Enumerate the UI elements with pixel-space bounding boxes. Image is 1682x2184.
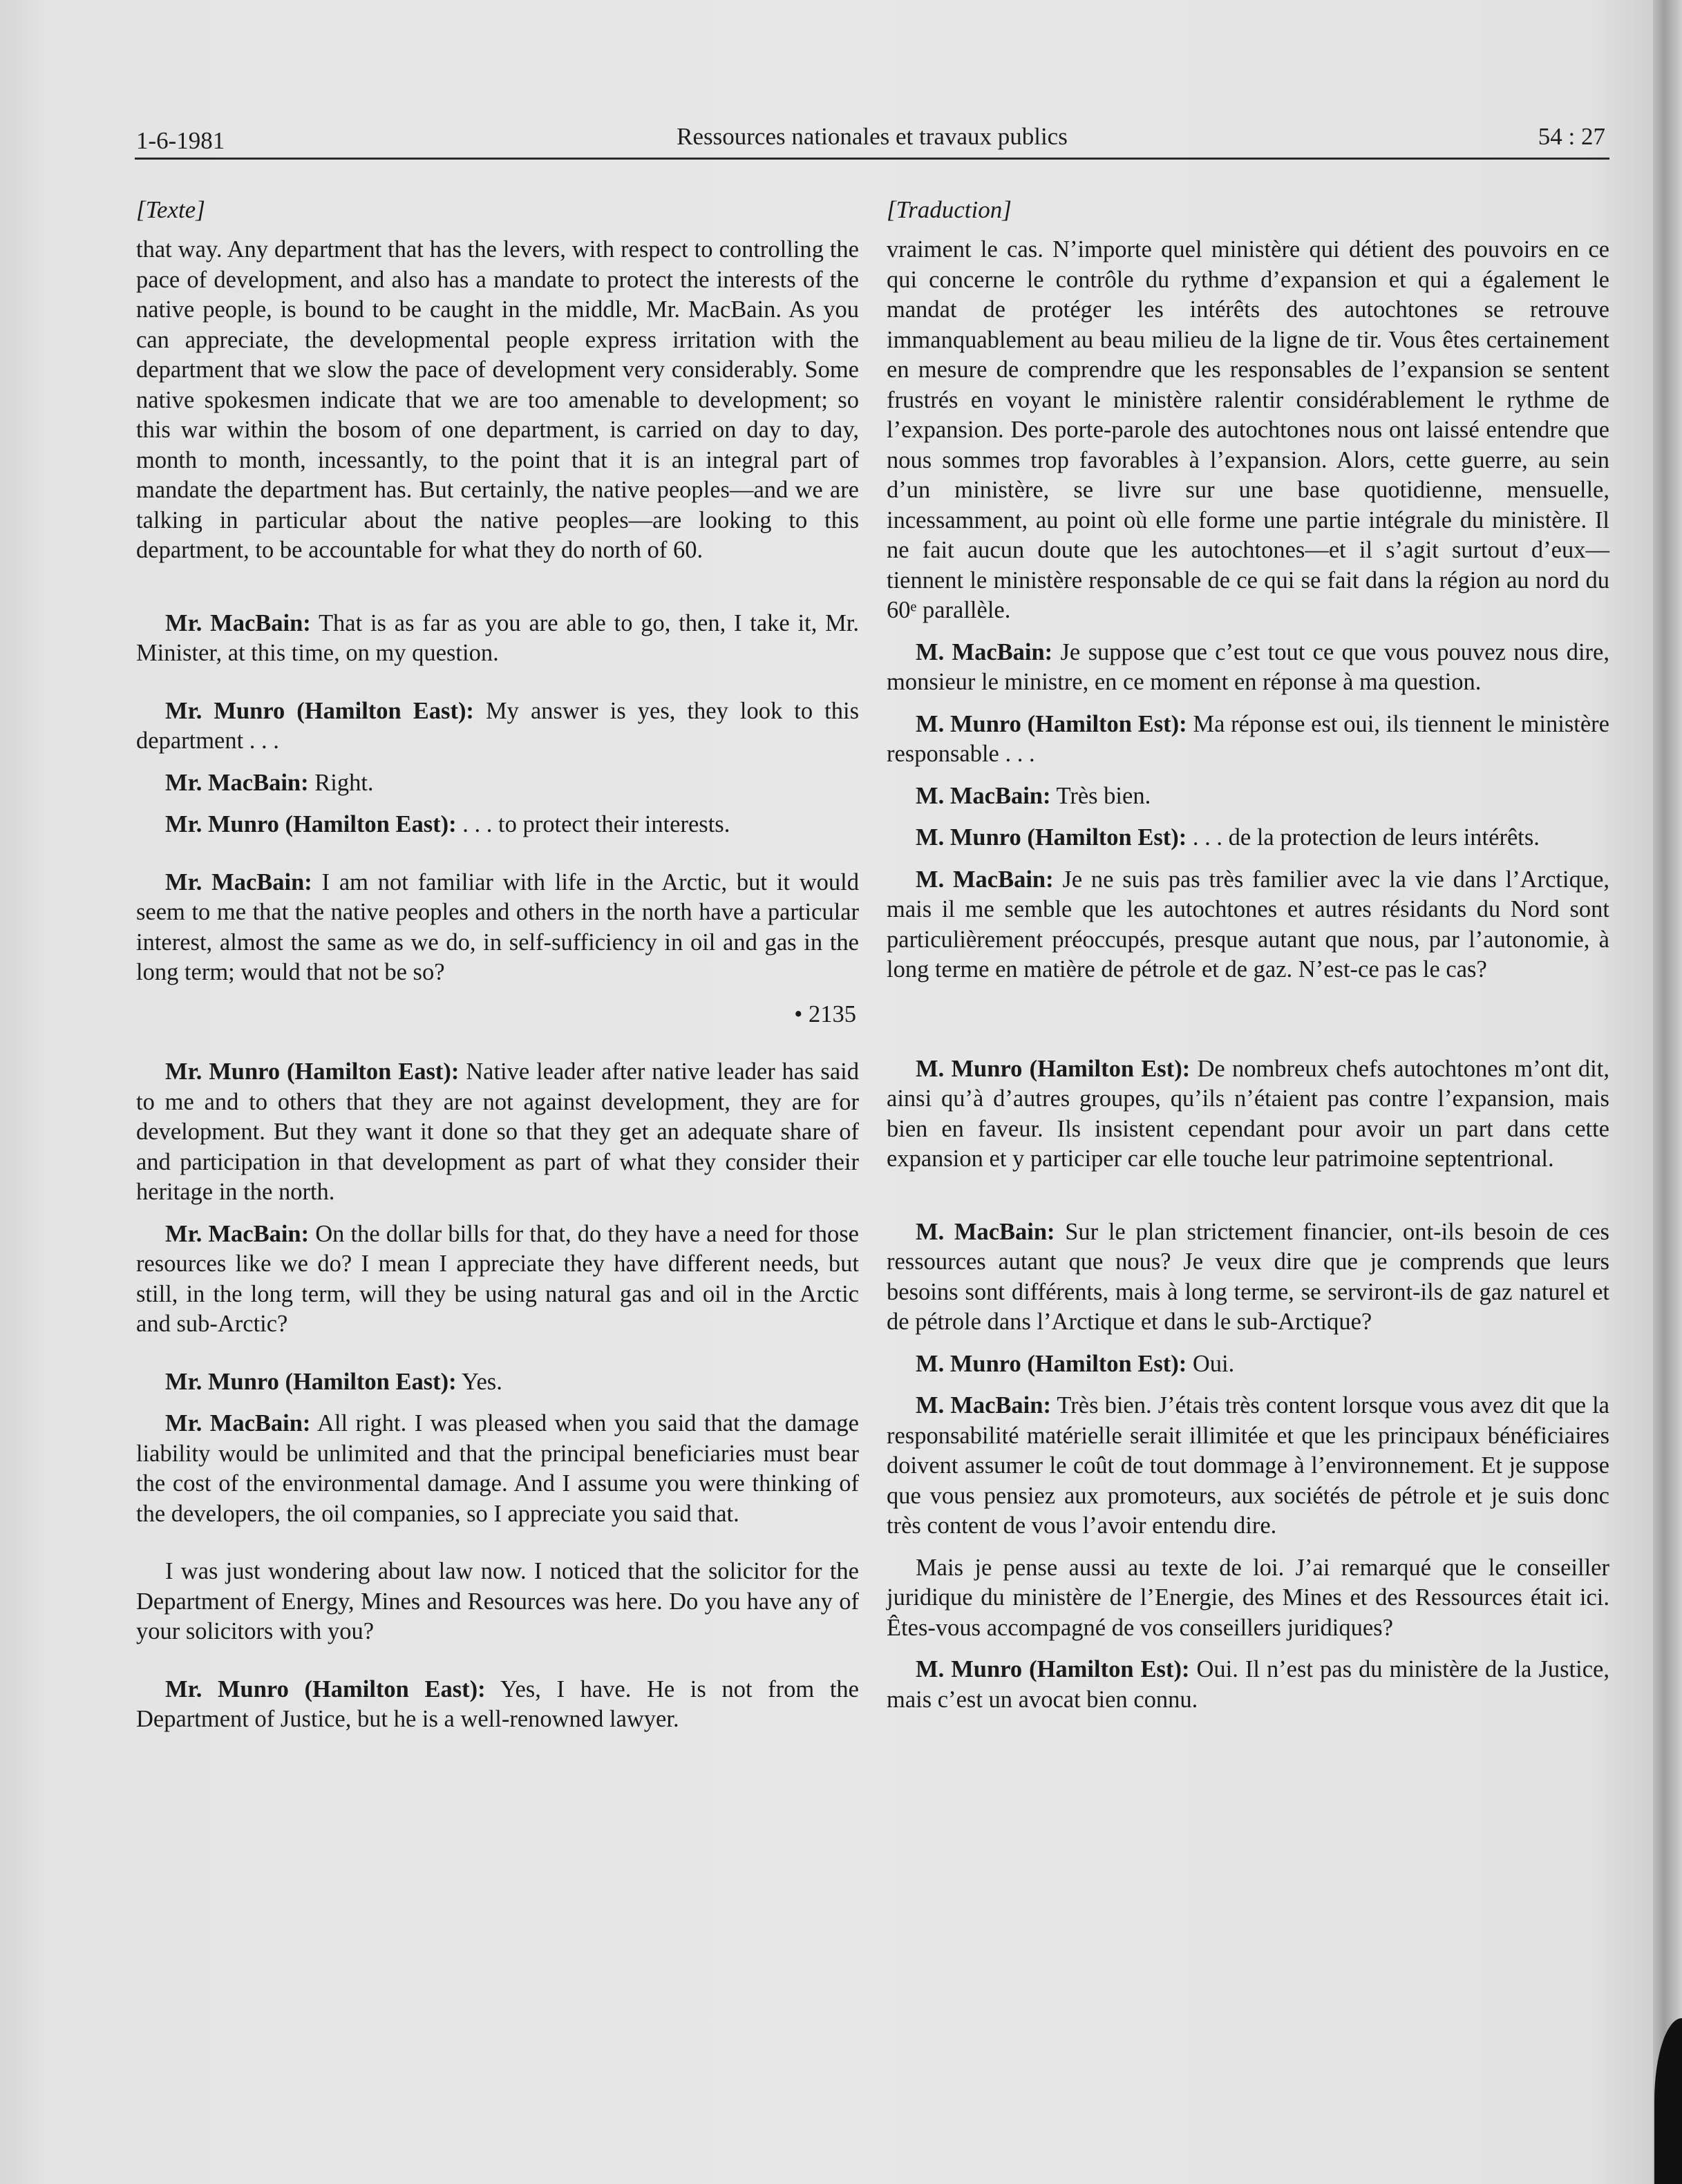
paragraph bbox=[887, 1391, 1609, 1541]
paragraph bbox=[136, 1057, 859, 1208]
speech-text: . . . to protect their interests. bbox=[456, 811, 730, 837]
speech-text: . . . de la protection de leurs intérêts. bbox=[1187, 824, 1540, 851]
page-edge bbox=[1653, 0, 1682, 2184]
paragraph: I was just wondering about law now. I noticed that the solicitor for the Department of Energy, Mines and Resources was here. Do you have any of your solicitors with you? bbox=[136, 1558, 859, 1644]
speaker-name: Mr. MacBain: bbox=[165, 1410, 311, 1436]
speaker-name: Mr. Munro (Hamilton East): bbox=[165, 1058, 460, 1085]
speech-text: Oui. bbox=[1187, 1350, 1235, 1377]
paragraph bbox=[887, 710, 1609, 770]
speech-text: Très bien. bbox=[1050, 782, 1151, 809]
paragraph bbox=[136, 1409, 859, 1529]
speaker-name: Mr. Munro (Hamilton East): bbox=[165, 697, 474, 724]
speech-text: Très bien. J’étais très content lorsque vous avez dit que la responsabilité matérielle serait illimitée et que les principaux bénéficiaires doivent assumer le coût de tout dommage à l’environnement. Et je suppose que vous pensiez aux promoteurs, aux sociétés de pétrole et je suis donc très content de vous l’avoir entendu dire. bbox=[887, 1392, 1609, 1539]
speaker-name: M. Munro (Hamilton Est): bbox=[916, 710, 1187, 737]
paragraph bbox=[136, 768, 859, 799]
header-date: 1-6-1981 bbox=[136, 127, 225, 154]
paragraph bbox=[887, 823, 1609, 853]
speech-text: Right. bbox=[308, 769, 374, 796]
speech-text: Oui. Il n’est pas du ministère de la Justice, mais c’est un avocat bien connu. bbox=[887, 1656, 1609, 1713]
speech-text: My answer is yes, they look to this department . . . bbox=[136, 697, 860, 754]
speech-text: Yes. bbox=[456, 1368, 502, 1395]
speech-text: Sur le plan strictement financier, ont-ils besoin de ces ressources autant que nous? Je veux dire que je comprends que leurs besoins sont différents, mais à long terme, se serviront-ils de gaz naturel et de pétrole dans l’Arctique et dans le sub-Arctique? bbox=[887, 1218, 1609, 1335]
speaker-name: M. Munro (Hamilton Est): bbox=[916, 1656, 1190, 1682]
paragraph bbox=[136, 868, 859, 988]
speaker-name: M. MacBain: bbox=[916, 782, 1051, 809]
paragraph bbox=[136, 1367, 859, 1398]
paragraph: vraiment le cas. N’importe quel ministère qui détient des pouvoirs en ce qui concerne le contrôle du rythme d’expansion et qui a également le mandat de protéger les intérêts des autochtones se retrouve immanquablement au beau milieu de la ligne de tir. Vous êtes certainement en mesure de comprendre que les responsables de l’expansion se sentent frustrés en voyant le ministère ralentir considérablement le rythme de l’expansion. Des porte-parole des autochtones nous ont laissé entendre que nous sommes trop favorables à l’expansion. Alors, cette guerre, au sein d’un ministère, se livre sur une base quotidienne, mensuelle, incessamment, au point où elle forme une partie intégrale du ministère. Il ne fait aucun doute que les autochtones—et il s’agit surtout d’eux—tiennent le ministère responsable de ce qui se fait dans la région au nord du 60ᵉ parallèle. bbox=[887, 236, 1609, 623]
paragraph: that way. Any department that has the levers, with respect to controlling the pace of development, and also has a mandate to protect the interests of the native people, is bound to be caught in the middle, Mr. MacBain. As you can appreciate, the developmental people express irritation with the department that we slow the pace of development very considerably. Some native spokesmen indicate that we are too amenable to development; so this war within the bosom of one department, is carried on day to day, month to month, incessantly, to the point that it is an integral part of mandate the department has. But certainly, the native peoples—and we are talking in particular about the native peoples—are looking to this department, to be accountable for what they do north of 60. bbox=[136, 236, 859, 563]
paragraph bbox=[887, 638, 1609, 698]
speaker-name: Mr. MacBain: bbox=[165, 1220, 310, 1247]
speaker-name: Mr. Munro (Hamilton East): bbox=[165, 1368, 457, 1395]
speech-text: Je suppose que c’est tout ce que vous pouvez nous dire, monsieur le ministre, en ce moment en réponse à ma question. bbox=[887, 638, 1609, 695]
paragraph bbox=[887, 781, 1609, 812]
speech-text: All right. I was pleased when you said that the damage liability would be unlimited and that the principal beneficiaries must bear the cost of the environmental damage. And I assume you were thinking of the developers, the oil companies, so I appreciate you said that. bbox=[136, 1410, 859, 1527]
paragraph: Mais je pense aussi au texte de loi. J’ai remarqué que le conseiller juridique du ministère de l’Energie, des Mines et des Ressources était ici. Êtes-vous accompagné de vos conseillers juridiques? bbox=[887, 1554, 1609, 1641]
speech-text: Yes, I have. He is not from the Department of Justice, but he is a well-renowned lawyer. bbox=[136, 1675, 859, 1732]
paragraph bbox=[887, 1217, 1609, 1338]
speaker-name: Mr. Munro (Hamilton East): bbox=[165, 1675, 486, 1702]
header-title: Ressources nationales et travaux publics bbox=[677, 123, 1068, 150]
paragraph bbox=[887, 1655, 1609, 1715]
paragraph bbox=[136, 609, 859, 669]
paragraph bbox=[887, 865, 1609, 985]
speaker-name: M. Munro (Hamilton Est): bbox=[916, 1350, 1187, 1377]
speech-text: Native leader after native leader has said to me and to others that they are not against development, they are for development. But they want it done so that they get an adequate share of and participation in that development as part of what they consider their heritage in the north. bbox=[136, 1058, 859, 1205]
speech-text: I am not familiar with life in the Arctic, but it would seem to me that the native peoples and others in the north have a particular interest, almost the same as we do, in self-sufficiency in oil and gas in the long term; would that not be so? bbox=[136, 868, 859, 985]
speech-text: Ma réponse est oui, ils tiennent le ministère responsable . . . bbox=[887, 710, 1609, 767]
speaker-name: M. Munro (Hamilton Est): bbox=[916, 824, 1187, 851]
speaker-name: Mr. Munro (Hamilton East): bbox=[165, 811, 457, 837]
paragraph bbox=[136, 696, 859, 757]
column-label: [Texte] bbox=[136, 196, 205, 223]
paragraph bbox=[887, 1349, 1609, 1380]
paragraph bbox=[887, 1054, 1609, 1175]
speech-text: That is as far as you are able to go, then, I take it, Mr. Minister, at this time, on my question. bbox=[136, 609, 859, 666]
column-label: [Traduction] bbox=[887, 196, 1012, 223]
speaker-name: M. MacBain: bbox=[916, 638, 1053, 665]
speaker-name: M. MacBain: bbox=[916, 1218, 1055, 1245]
paragraph bbox=[136, 810, 859, 840]
speech-text: Je ne suis pas très familier avec la vie dans l’Arctique, mais il me semble que les autochtones et autres résidants du Nord sont particulièrement préoccupés, presque autant que nous, par l’autonomie, à long terme en matière de pétrole et de gaz. N’est-ce pas le cas? bbox=[887, 866, 1610, 982]
speaker-name: Mr. MacBain: bbox=[165, 609, 311, 636]
english-column bbox=[136, 195, 859, 1735]
time-marker: • 2135 bbox=[794, 1000, 856, 1027]
paragraph bbox=[136, 1675, 859, 1735]
page-header bbox=[135, 122, 1609, 160]
speaker-name: M. Munro (Hamilton Est): bbox=[916, 1055, 1191, 1082]
french-column bbox=[887, 195, 1609, 1715]
speaker-name: Mr. MacBain: bbox=[165, 769, 309, 796]
speech-text: De nombreux chefs autochtones m’ont dit, ainsi qu’à d’autres groupes, qu’ils n’étaient pas contre l’expansion, mais bien en faveur. Ils insistent cependant pour avoir un part dans cette expansion et y participer car elle touche leur patrimoine septentrional. bbox=[887, 1055, 1609, 1172]
header-page-number: 54 : 27 bbox=[1538, 123, 1605, 150]
speaker-name: Mr. MacBain: bbox=[165, 868, 312, 895]
speaker-name: M. MacBain: bbox=[916, 866, 1054, 893]
speaker-name: M. MacBain: bbox=[916, 1392, 1051, 1418]
paragraph bbox=[136, 1219, 859, 1340]
speech-text: On the dollar bills for that, do they have a need for those resources like we do? I mean I appreciate they have different needs, but still, in the long term, will they be using natural gas and oil in the Arctic and sub-Arctic? bbox=[136, 1220, 859, 1337]
